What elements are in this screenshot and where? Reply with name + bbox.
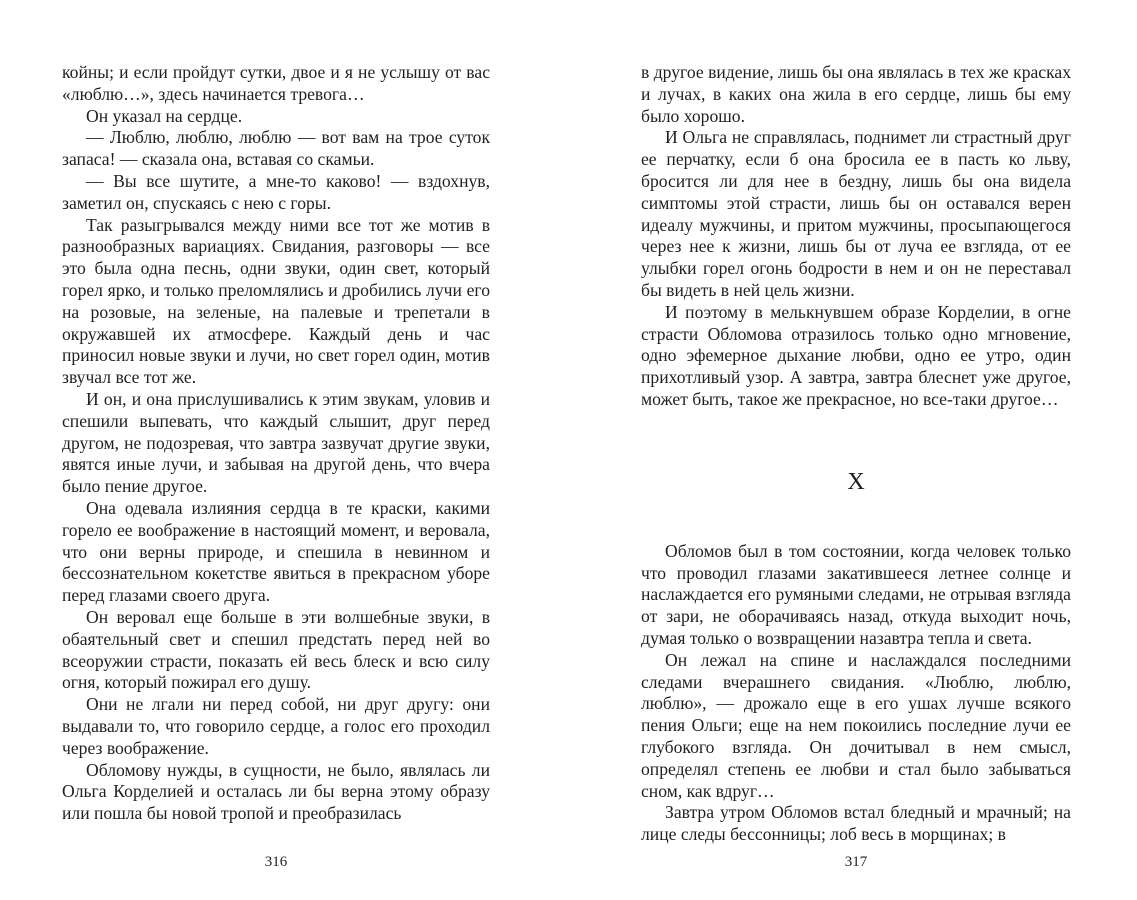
paragraph: — Люблю, люблю, люблю — вот вам на трое суток запаса! — сказала она, вставая со скамьи. <box>62 127 490 170</box>
chapter-heading: X <box>847 468 865 495</box>
paragraph: Так разыгрывался между ними все тот же мотив в разнообразных вариациях. Свидания, разговоры — все это была одна песнь, одни звуки, один свет, который горел ярко, и только преломлялись и дробились лучи его на розовые, на зеленые, на палевые и трепетали в окружавшей их атмосфере. Каждый день и час приносил новые звуки и лучи, но свет горел один, мотив звучал все тот же. <box>62 214 490 388</box>
paragraph: Он веровал еще больше в эти волшебные звуки, в обаятельный свет и спешил предстать перед ней во всеоружии страсти, показать ей весь блеск и всю силу огня, который пожирал его душу. <box>62 606 490 693</box>
right-page <box>569 0 1137 900</box>
paragraph: Завтра утром Обломов встал бледный и мрачный; на лице следы бессонницы; лоб весь в морщинах; в <box>641 802 1071 845</box>
paragraph: — Вы все шутите, а мне-то каково! — вздохнув, заметил он, спускаясь с нею с горы. <box>62 170 490 213</box>
page-number: 317 <box>844 854 868 870</box>
paragraph: И он, и она прислушивались к этим звукам, уловив и спешили выпевать, что каждый слышит, друг перед другом, не подозревая, что завтра зазвучат другие звуки, явятся иные лучи, и забывая на другой день, что вчера было пение другое. <box>62 388 490 497</box>
left-page-text <box>62 62 490 825</box>
paragraph: Он указал на сердце. <box>86 105 243 126</box>
page-number: 316 <box>264 854 288 870</box>
right-page-text <box>641 62 1071 846</box>
paragraph: Обломову нужды, в сущности, не было, являлась ли Ольга Корделией и осталась ли бы верна этому образу или пошла бы новой тропой и преобразилась <box>62 759 490 824</box>
paragraph: Они не лгали ни перед собой, ни друг другу: они выдавали то, что говорило сердце, а голос его проходил через воображение. <box>62 694 490 758</box>
paragraph: Она одевала излияния сердца в те краски, какими горело ее воображение в настоящий момент, и веровала, что они верны природе, и спешила в невинном и бессознательном кокетстве явиться в прекрасном уборе перед глазами своего друга. <box>62 497 490 606</box>
left-page <box>0 0 568 900</box>
paragraph: И Ольга не справлялась, поднимет ли страстный друг ее перчатку, если б она бросила ее в пасть ко льву, бросится ли для нее в бездну, лишь бы она видела симптомы этой страсти, лишь бы он оставался верен идеалу мужчины, и притом мужчины, просыпающегося через нее к жизни, лишь бы от луча ее взгляда, от ее улыбки горел огонь бодрости в нем и он не переставал бы видеть в ней цель жизни. <box>641 127 1071 300</box>
paragraph: Обломов был в том состоянии, когда человек только что проводил глазами закатившееся летнее солнце и наслаждается его румяными следами, не отрывая взгляда от зари, не оборачиваясь назад, откуда выходит ночь, думая только о возвращении назавтра тепла и света. <box>641 540 1071 648</box>
paragraph: Он лежал на спине и наслаждался последними следами вчерашнего свидания. «Люблю, люблю, люблю», — дрожало еще в его ушах лучше всякого пения Ольги; еще на нем покоились последние лучи ее глубокого взгляда. Он дочитывал в нем смысл, определял степень ее любви и стал было забываться сном, как вдруг… <box>641 649 1071 801</box>
paragraph: И поэтому в мелькнувшем образе Корделии, в огне страсти Обломова отразилось только одно мгновение, одно эфемерное дыхание любви, одно ее утро, один прихотливый узор. А завтра, завтра блеснет уже другое, может быть, такое же прекрасное, но все-таки другое… <box>641 301 1071 409</box>
paragraph: в другое видение, лишь бы она являлась в тех же красках и лучах, в каких она жила в его сердце, лишь бы ему было хорошо. <box>641 62 1071 126</box>
paragraph: койны; и если пройдут сутки, двое и я не услышу от вас «люблю…», здесь начинается тревога… <box>62 62 490 104</box>
